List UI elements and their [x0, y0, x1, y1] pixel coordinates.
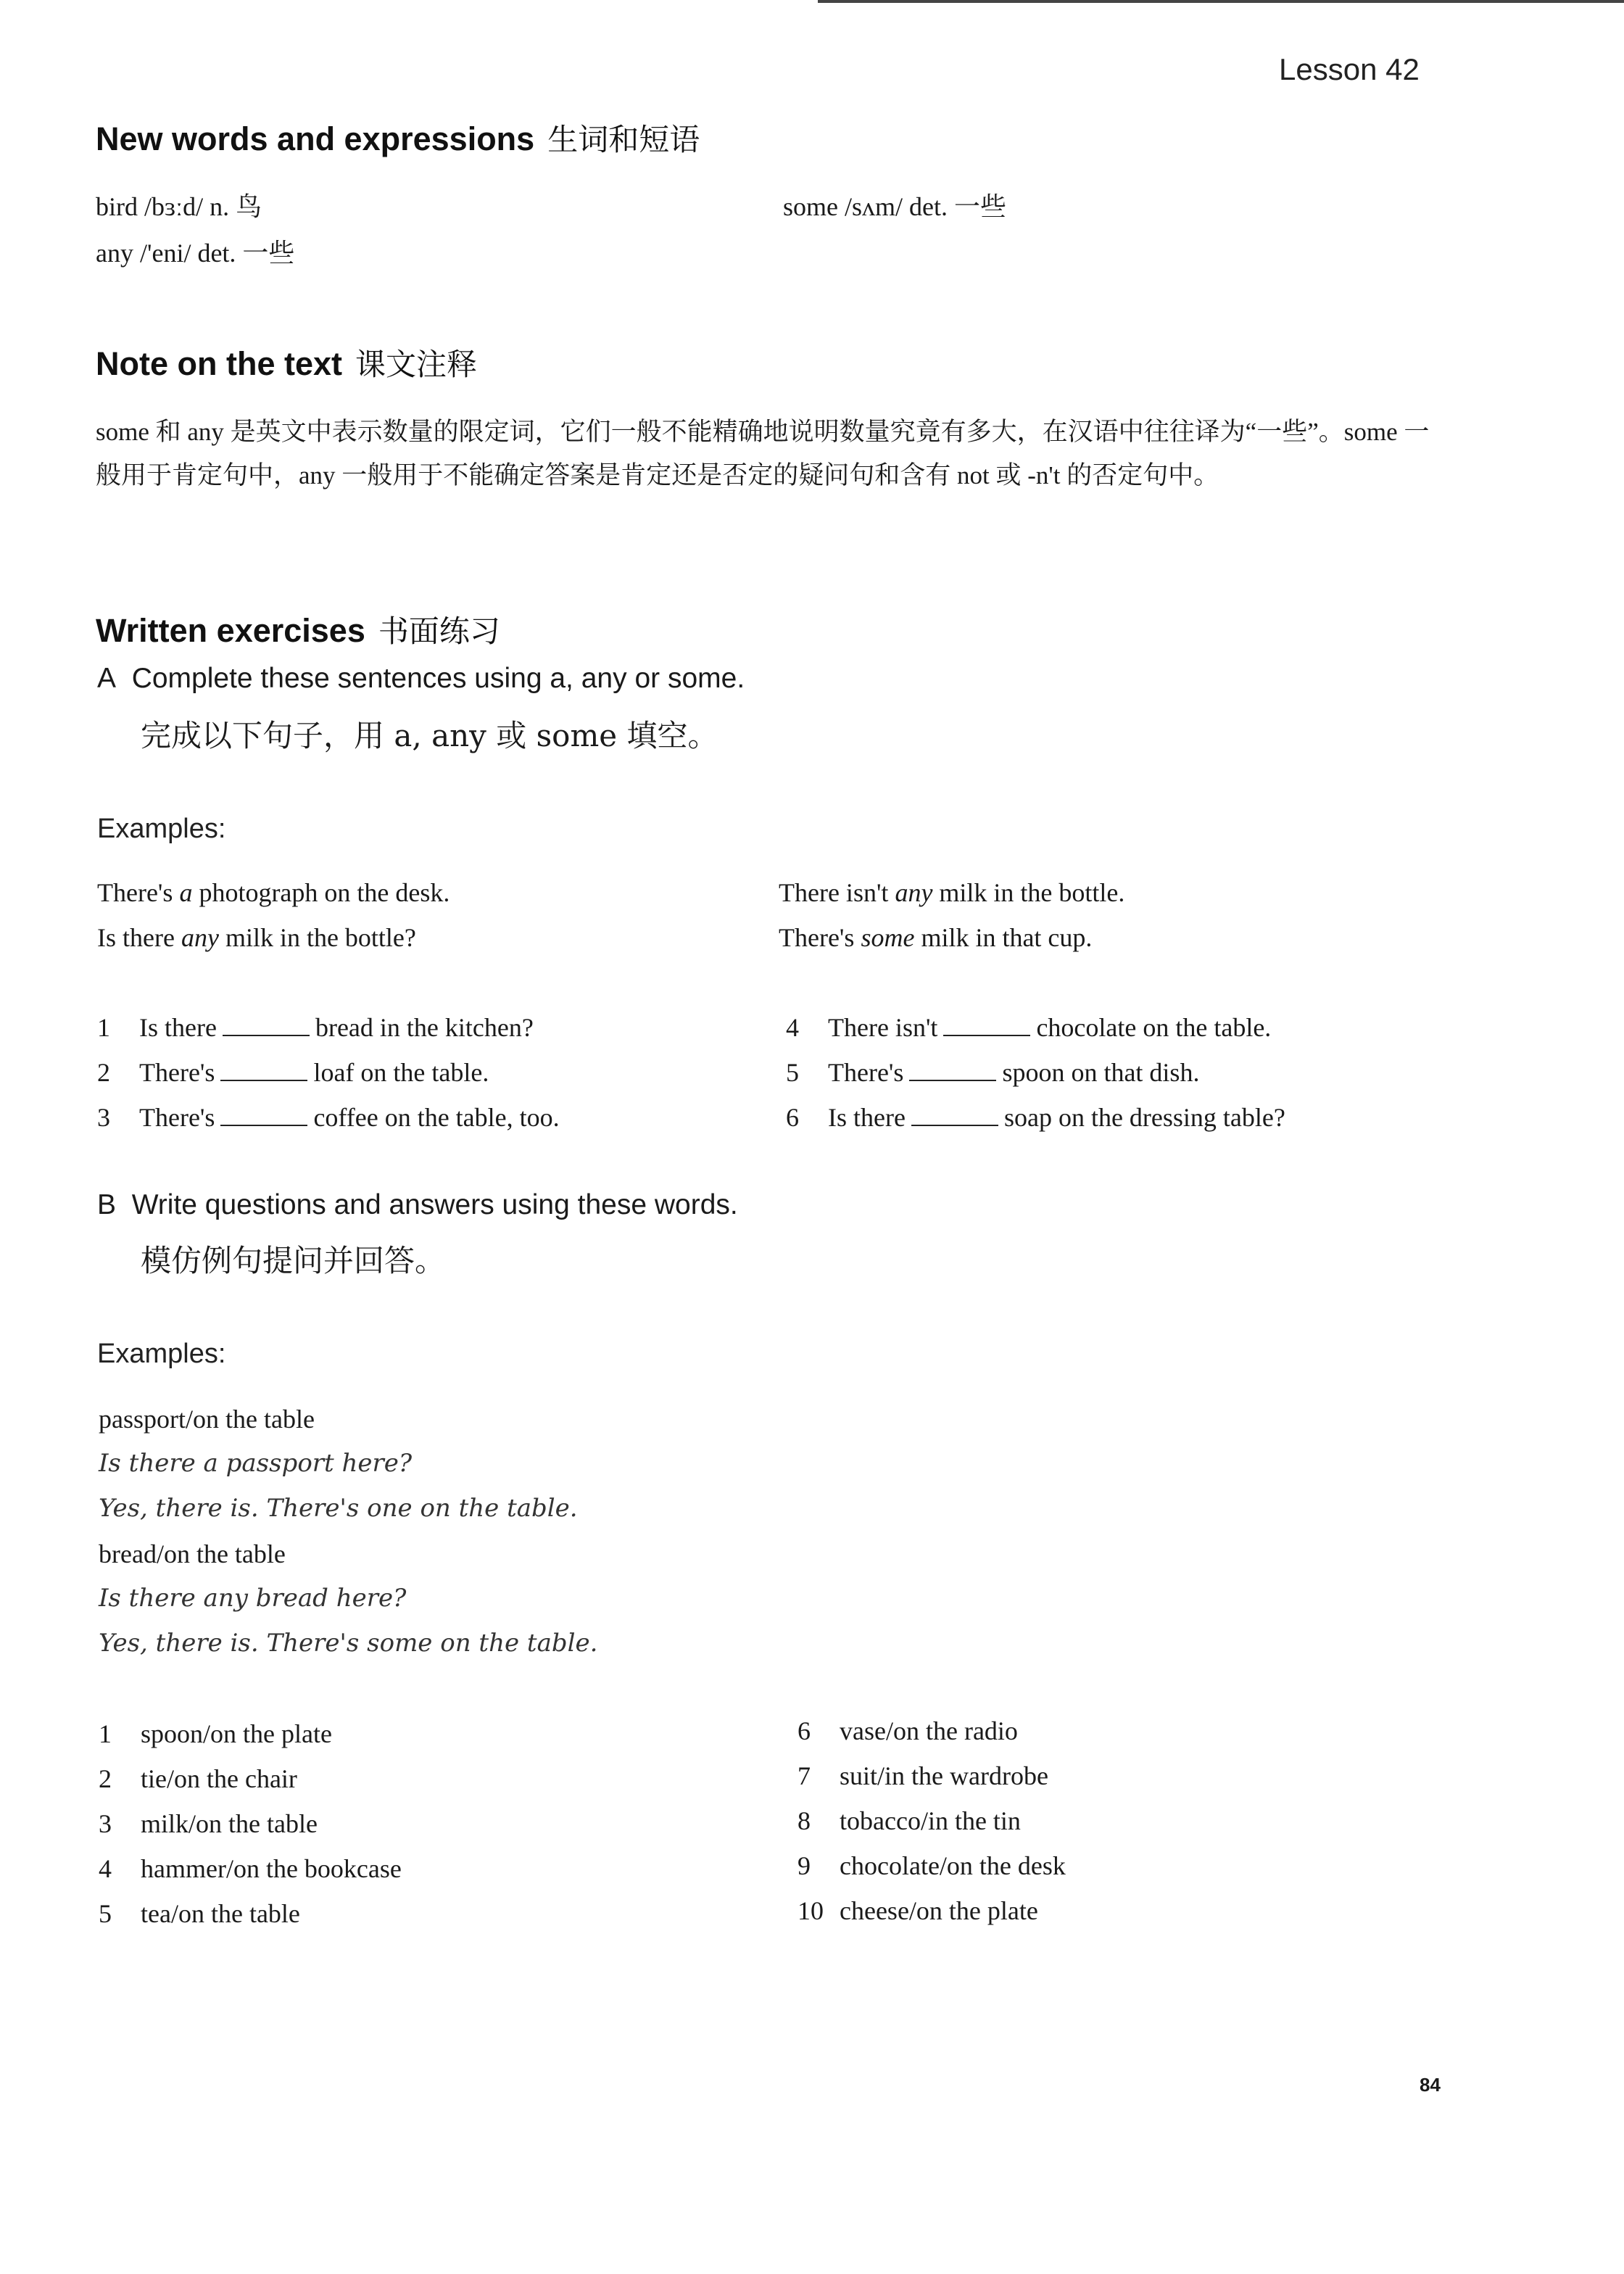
exercise-b-example-answer-1: Yes, there is. There's one on the table.: [99, 1494, 578, 1523]
item-text: There isn't: [828, 1013, 938, 1042]
exercise-a-example-4: [779, 915, 1092, 960]
item-number: 5: [99, 1899, 112, 1928]
example-text: milk in the bottle?: [218, 923, 416, 952]
item-number: 2: [99, 1764, 112, 1793]
page-number: 84: [1420, 2074, 1441, 2096]
item-text: chocolate on the table.: [1036, 1013, 1272, 1042]
exercise-b-example-prompt-1: passport/on the table: [99, 1405, 315, 1434]
exercise-b-instruction: [97, 1189, 738, 1221]
note-heading: [96, 341, 477, 384]
exercise-a-example-2: [97, 915, 416, 960]
example-word: any: [895, 878, 933, 907]
exercise-b-example-prompt-2: bread/on the table: [99, 1539, 286, 1568]
list-item: [798, 1888, 1066, 1933]
top-rule: [818, 0, 1624, 3]
item-text: Is there: [828, 1103, 906, 1132]
exercise-b-examples-label: Examples:: [97, 1339, 226, 1369]
item-text: tea/on the table: [141, 1899, 300, 1928]
exercise-a-item-2: [97, 1050, 489, 1095]
answer-blank[interactable]: [943, 1013, 1030, 1036]
written-heading: [96, 608, 500, 651]
exercise-a-example-1: [97, 870, 450, 915]
example-text: milk in that cup.: [914, 923, 1093, 952]
exercise-b-list-left: [99, 1711, 402, 1936]
item-number: 3: [97, 1103, 110, 1132]
item-text: cheese/on the plate: [840, 1896, 1038, 1925]
item-text: There's: [828, 1058, 904, 1087]
list-item: [99, 1891, 402, 1936]
item-text: suit/in the wardrobe: [840, 1761, 1048, 1790]
exercise-a-instruction-zh: 完成以下句子，用 a, any 或 some 填空。: [141, 718, 718, 753]
item-number: 10: [798, 1896, 824, 1925]
item-number: 2: [97, 1058, 110, 1087]
item-number: 5: [786, 1058, 799, 1087]
item-text: coffee on the table, too.: [313, 1103, 560, 1132]
list-item: [798, 1708, 1066, 1753]
item-number: 3: [99, 1809, 112, 1838]
exercise-a-instruction-text: Complete these sentences using a, any or some.: [131, 663, 745, 694]
note-title: Note on the text: [96, 345, 343, 382]
list-item: [798, 1798, 1066, 1843]
answer-blank[interactable]: [220, 1103, 307, 1126]
written-title: Written exercises: [96, 612, 365, 649]
example-text: There isn't: [779, 878, 895, 907]
item-text: chocolate/on the desk: [840, 1851, 1066, 1880]
item-text: spoon/on the plate: [141, 1719, 332, 1748]
note-title-zh: 课文注释: [355, 347, 478, 382]
item-number: 6: [786, 1103, 799, 1132]
item-number: 6: [798, 1716, 811, 1745]
answer-blank[interactable]: [220, 1058, 307, 1081]
list-item: [99, 1756, 402, 1801]
example-text: milk in the bottle.: [932, 878, 1125, 907]
item-text: vase/on the radio: [840, 1716, 1018, 1745]
item-text: spoon on that dish.: [1002, 1058, 1200, 1087]
exercise-a-example-3: [779, 870, 1124, 915]
item-text: milk/on the table: [141, 1809, 318, 1838]
item-text: Is there: [139, 1013, 217, 1042]
item-text: There's: [139, 1103, 215, 1132]
exercise-b-letter: B: [97, 1189, 117, 1220]
list-item: [99, 1711, 402, 1756]
vocab-title-zh: 生词和短语: [547, 122, 700, 157]
example-word: any: [181, 923, 219, 952]
item-text: tobacco/in the tin: [840, 1806, 1021, 1835]
item-text: soap on the dressing table?: [1003, 1103, 1285, 1132]
item-number: 1: [97, 1013, 110, 1042]
example-text: There's: [97, 878, 180, 907]
lesson-label: Lesson 42: [1279, 52, 1420, 86]
list-item: [798, 1843, 1066, 1888]
item-text: bread in the kitchen?: [315, 1013, 534, 1042]
vocab-item-some: some /sʌm/ det. 一些: [783, 192, 1006, 221]
item-number: 1: [99, 1719, 112, 1748]
exercise-b-instruction-text: Write questions and answers using these words.: [131, 1189, 738, 1220]
answer-blank[interactable]: [909, 1058, 996, 1081]
example-word: some: [861, 923, 915, 952]
exercise-b-list-right: [798, 1708, 1066, 1933]
exercise-b-example-question-1: Is there a passport here?: [99, 1449, 413, 1478]
exercise-a-item-4: [786, 1005, 1271, 1050]
item-text: loaf on the table.: [313, 1058, 489, 1087]
exercise-b-example-answer-2: Yes, there is. There's some on the table.: [99, 1629, 598, 1658]
item-number: 8: [798, 1806, 811, 1835]
answer-blank[interactable]: [911, 1103, 998, 1126]
exercise-b-instruction-zh: 模仿例句提问并回答。: [141, 1243, 446, 1278]
exercise-a-instruction: [97, 663, 745, 695]
item-number: 7: [798, 1761, 811, 1790]
list-item: [99, 1846, 402, 1891]
exercise-a-letter: A: [97, 663, 117, 694]
item-text: There's: [139, 1058, 215, 1087]
item-number: 4: [786, 1013, 799, 1042]
list-item: [798, 1753, 1066, 1798]
written-title-zh: 书面练习: [378, 613, 500, 649]
example-text: Is there: [97, 923, 181, 952]
item-number: 9: [798, 1851, 811, 1880]
list-item: [99, 1801, 402, 1846]
item-number: 4: [99, 1854, 112, 1883]
example-text: photograph on the desk.: [192, 878, 450, 907]
exercise-a-item-3: [97, 1095, 560, 1140]
vocab-item-bird: bird /bɜːd/ n. 鸟: [96, 192, 262, 221]
vocab-item-any: any /'eni/ det. 一些: [96, 239, 295, 268]
note-body: some 和 any 是英文中表示数量的限定词，它们一般不能精确地说明数量究竟有多大，在汉语中往往译为“一些”。some 一般用于肯定句中，any 一般用于不能确定答案是肯定还是否定的疑问句和含有 not 或 -n't 的否定句中。: [96, 418, 1430, 489]
exercise-a-item-5: [786, 1050, 1199, 1095]
exercise-b-example-question-2: Is there any bread here?: [99, 1584, 407, 1613]
item-text: hammer/on the bookcase: [141, 1854, 402, 1883]
vocab-title: New words and expressions: [96, 120, 535, 157]
exercise-a-examples-label: Examples:: [97, 814, 226, 844]
item-text: tie/on the chair: [141, 1764, 297, 1793]
answer-blank[interactable]: [223, 1013, 310, 1036]
example-word: a: [179, 878, 193, 907]
vocab-heading: [96, 116, 700, 160]
exercise-a-item-1: [97, 1005, 534, 1050]
exercise-a-item-6: [786, 1095, 1285, 1140]
example-text: There's: [779, 923, 861, 952]
